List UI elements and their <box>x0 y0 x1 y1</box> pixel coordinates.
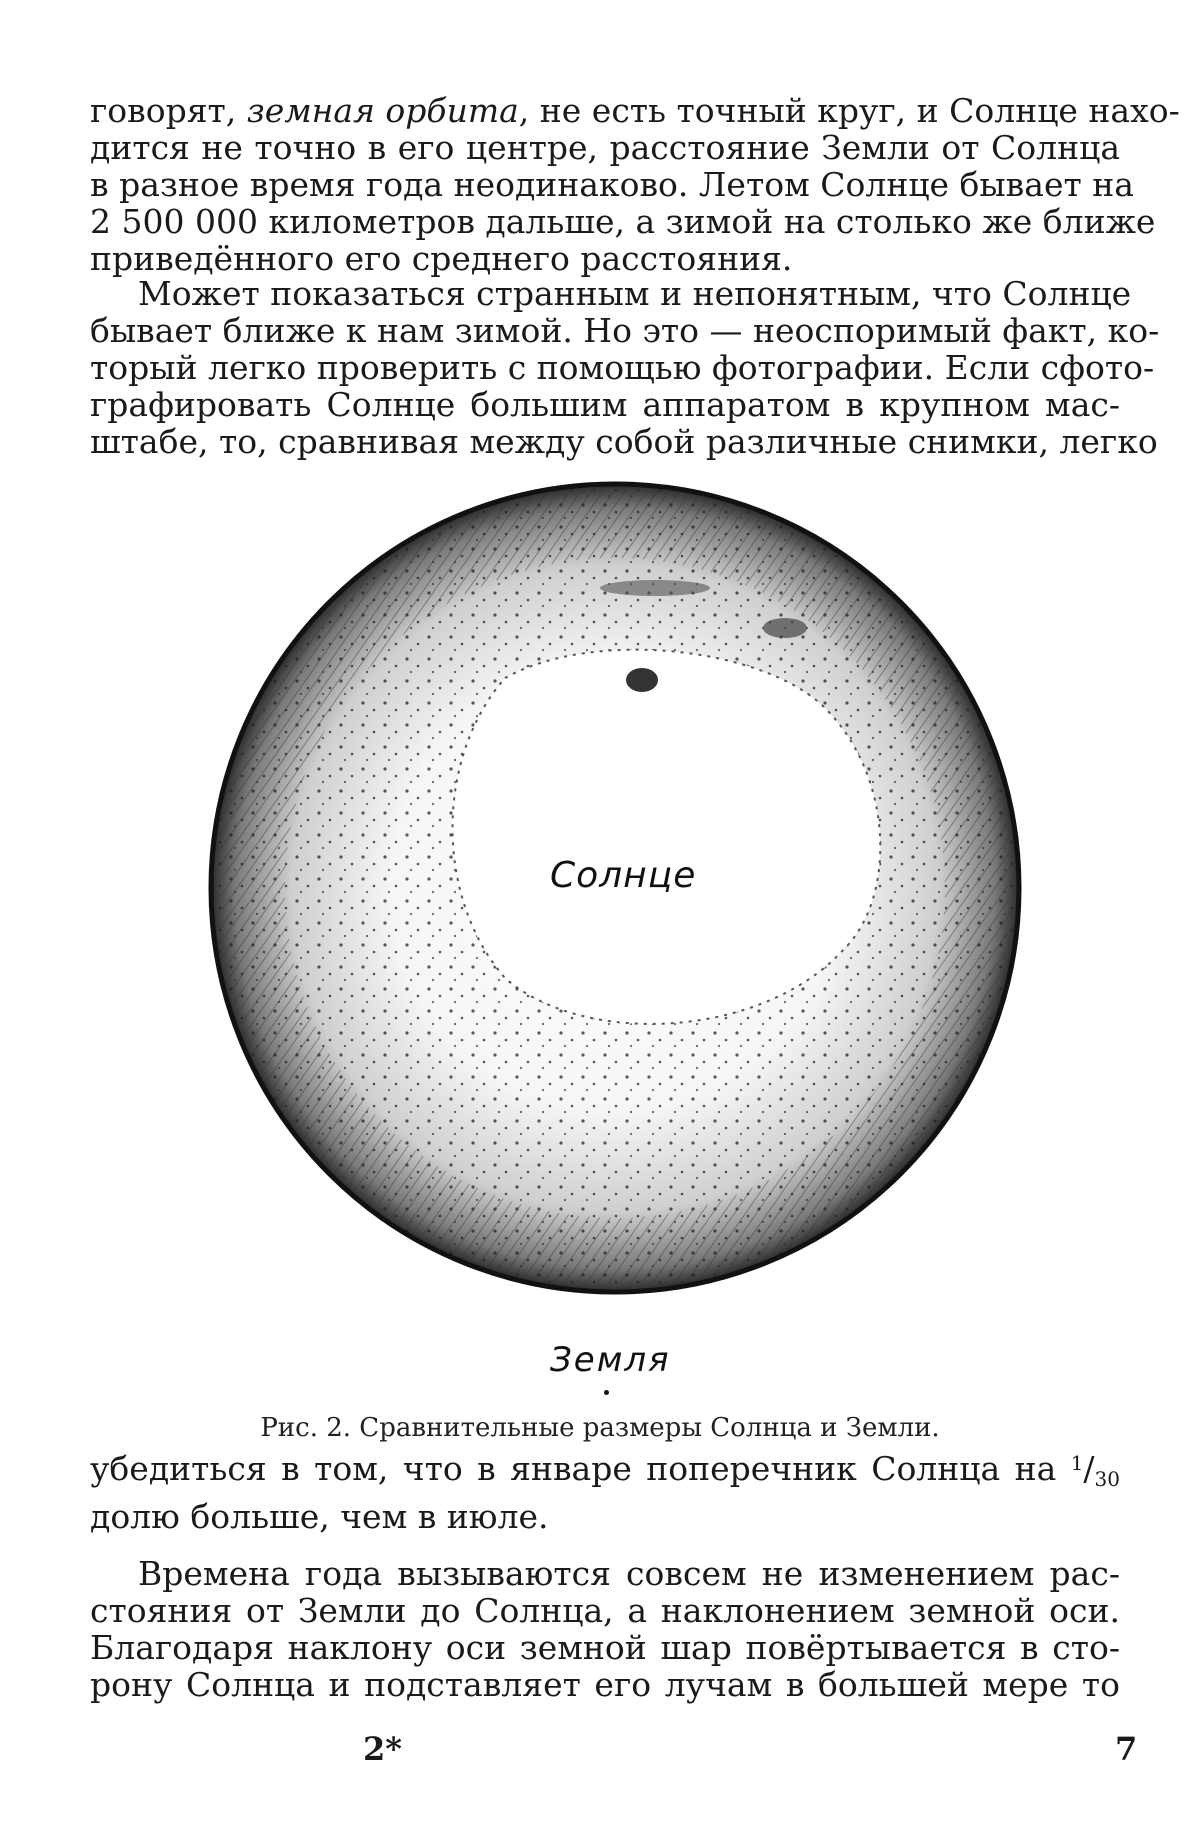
text-line: 2 500 000 километров дальше, а зимой на столько же ближе <box>90 202 1156 241</box>
text-line: графировать Солнце большим аппаратом в крупном мас- <box>90 385 1120 424</box>
page-number: 7 <box>1115 1730 1138 1768</box>
text-line: бывает ближе к нам зимой. Но это — неоспоримый факт, ко- <box>90 311 1160 350</box>
facula-streak <box>600 580 710 596</box>
text-line: рону Солнца и подставляет его лучам в большей мере то <box>90 1665 1120 1704</box>
signature-mark: 2* <box>363 1730 402 1768</box>
paragraph-orbit <box>90 91 1180 278</box>
fraction-numerator: 1 <box>1070 1451 1084 1475</box>
italic-term: земная орбита <box>246 91 519 130</box>
text-line: торый легко проверить с помощью фотографии. Если сфото- <box>90 348 1155 387</box>
text-line: стояния от Земли до Солнца, а наклонением земной оси. <box>90 1591 1120 1630</box>
fraction-denominator: 30 <box>1094 1467 1120 1491</box>
text-line: Времена года вызываются совсем не изменением рас- <box>138 1554 1120 1593</box>
earth-dot <box>604 1390 609 1395</box>
figure-caption: Рис. 2. Сравнительные размеры Солнца и Земли. <box>260 1413 940 1443</box>
text-line: Благодаря наклону оси земной шар повёртывается в сто- <box>90 1628 1120 1667</box>
sun-label: Солнце <box>550 855 697 896</box>
paragraph-seasons <box>90 1555 1120 1703</box>
text-line: убедиться в том, что в январе поперечник Солнца на $^1/_{30}$ <box>90 1449 1120 1491</box>
text-line: долю больше, чем в июле. <box>90 1497 549 1536</box>
text-line: Может показаться странным и непонятным, что Солнце <box>138 274 1132 313</box>
text-line: приведённого его среднего расстояния. <box>90 239 793 278</box>
text-line: дится не точно в его центре, расстояние Земли от Солнца <box>90 128 1120 167</box>
paragraph-winter <box>90 274 1160 461</box>
text-line: в разное время года неодинаково. Летом Солнце бывает на <box>90 165 1134 204</box>
sunspot <box>626 668 658 692</box>
earth-label: Земля <box>550 1340 671 1380</box>
text-line: штабе, то, сравнивая между собой различные снимки, легко <box>90 422 1158 461</box>
bright-center-region <box>453 650 881 1024</box>
paragraph-january <box>90 1445 1120 1535</box>
text-line: говорят, земная орбита, не есть точный круг, и Солнце нахо- <box>90 91 1180 130</box>
facula-spot <box>763 618 807 638</box>
